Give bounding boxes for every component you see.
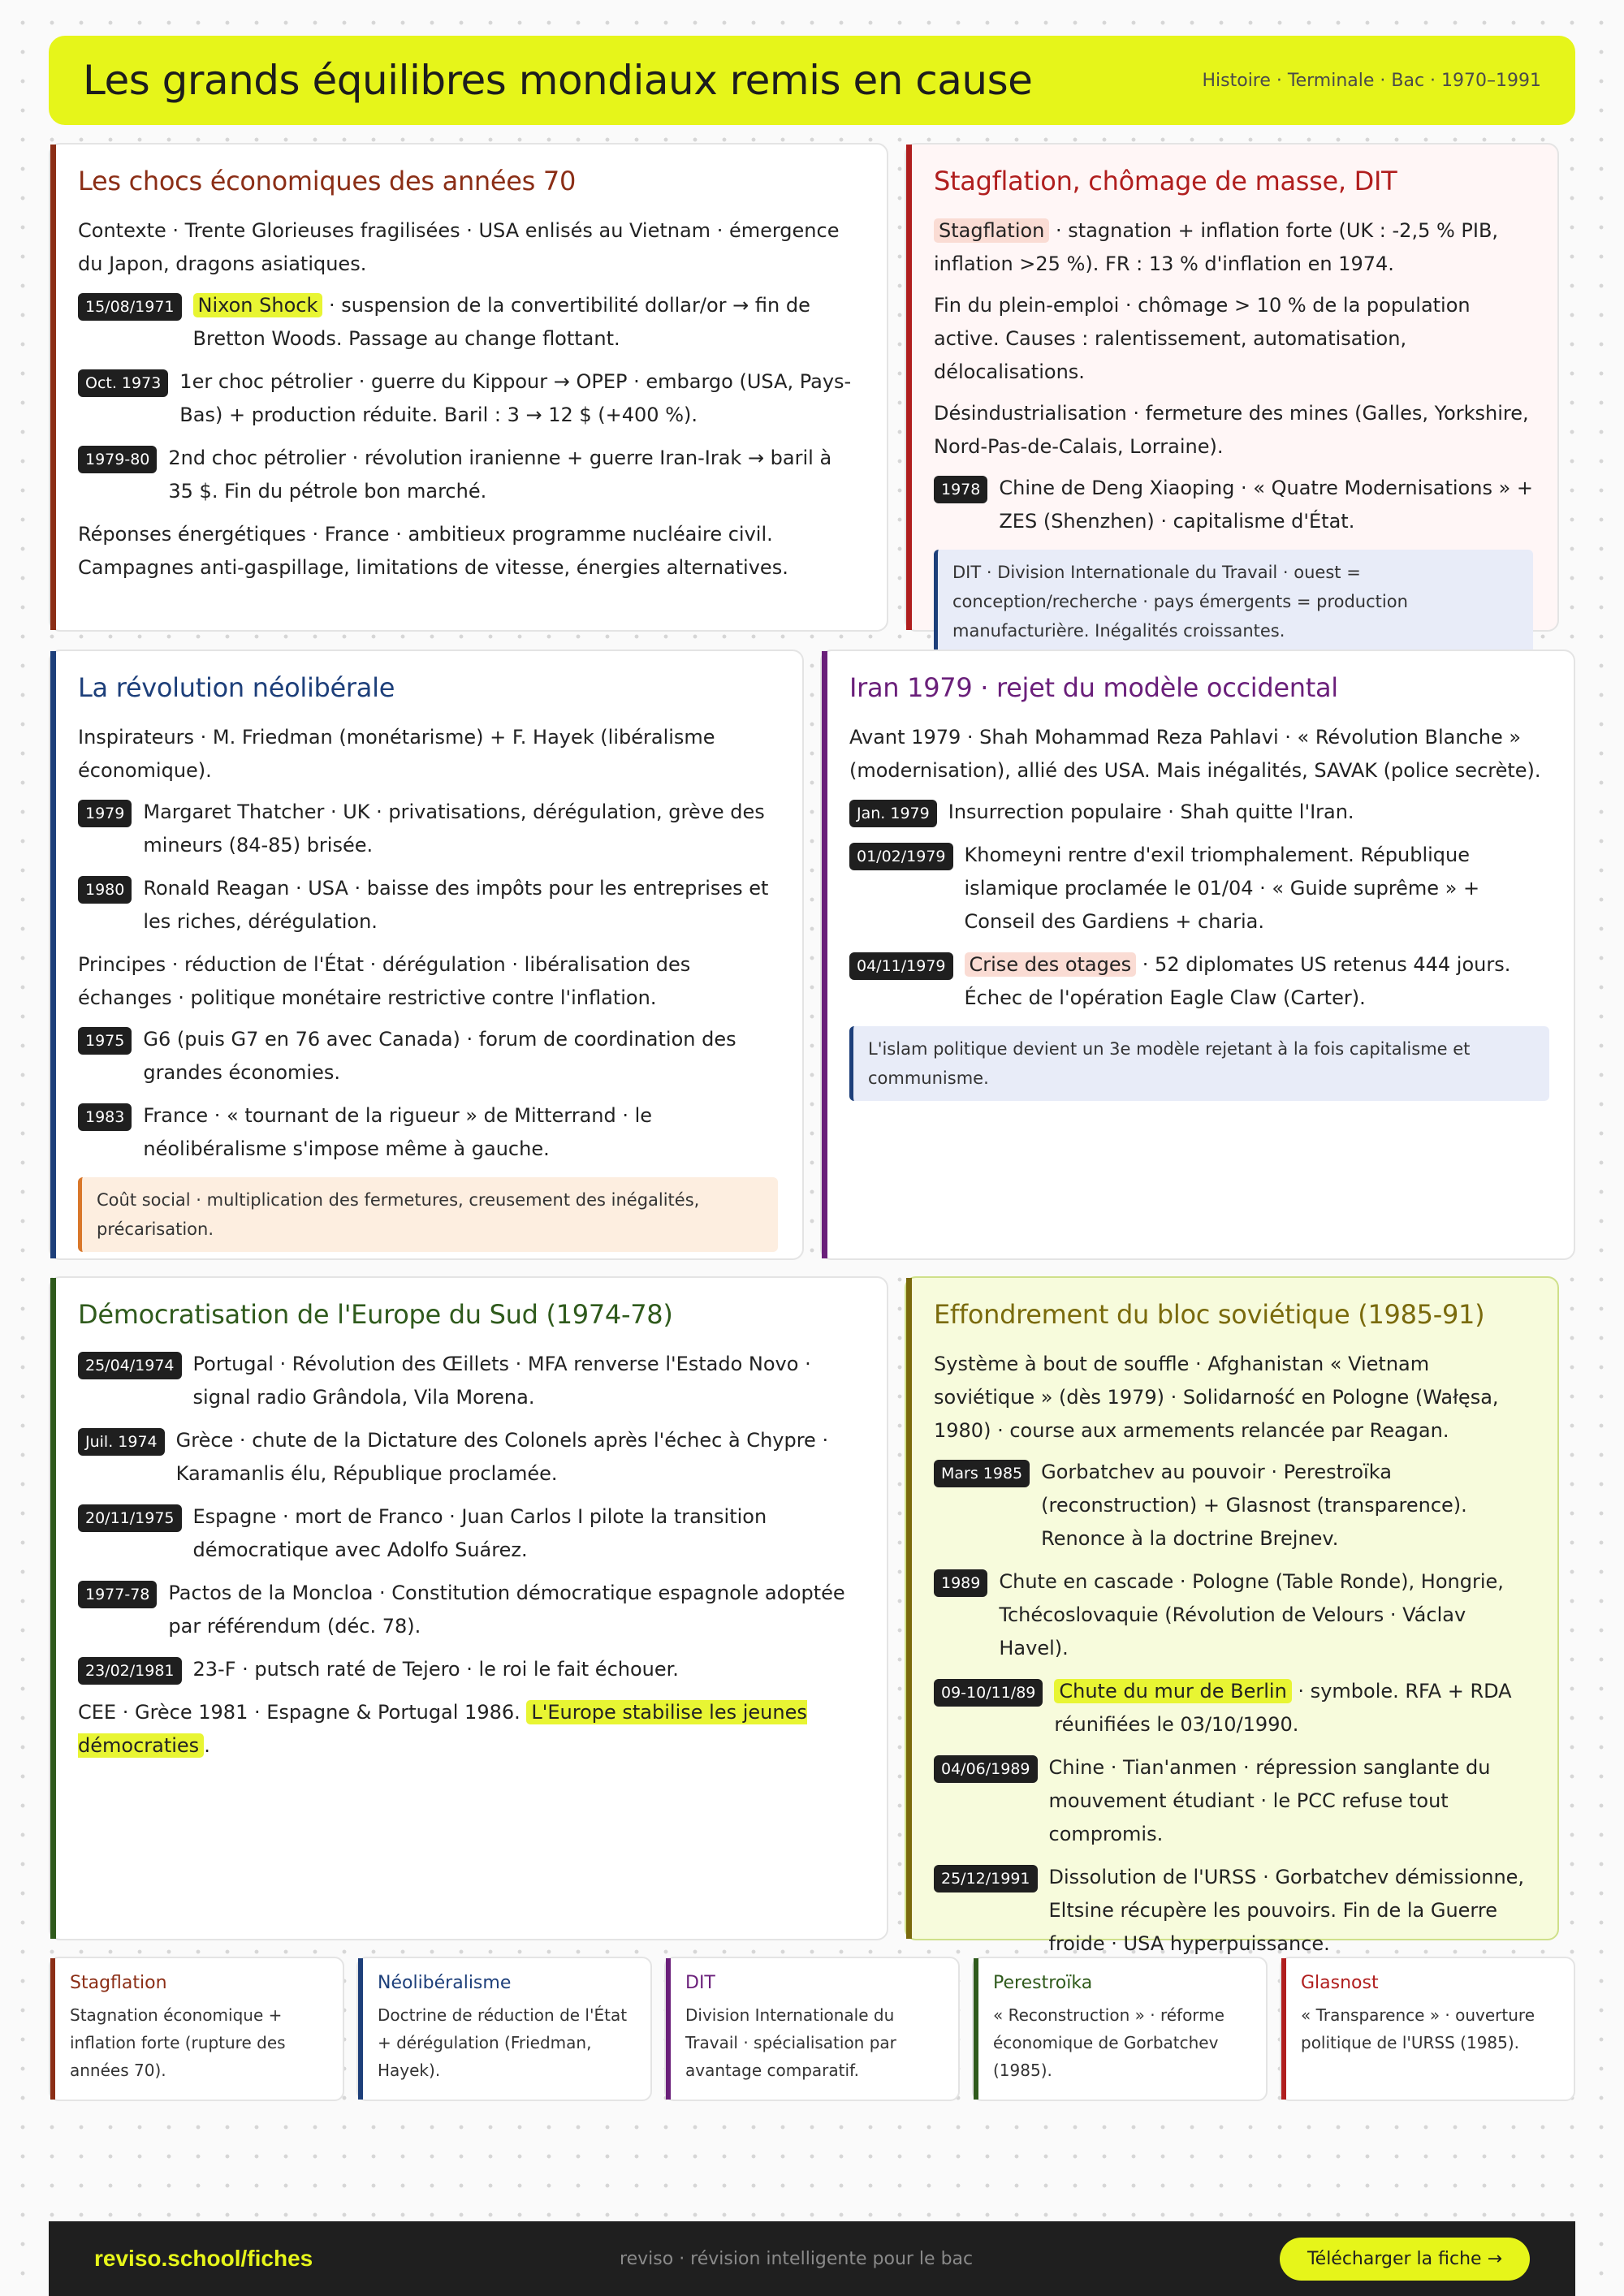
event-text: 1er choc pétrolier · guerre du Kippour → OPEP · embargo (USA, Pays-Bas) + production réduite. Baril : 3 → 12 $ (+400 %). bbox=[179, 370, 852, 426]
glossary-definition: Doctrine de réduction de l'État + dérégulation (Friedman, Hayek). bbox=[378, 2005, 628, 2080]
event-text: Nixon Shock · suspension de la convertibilité dollar/or → fin de Bretton Woods. Passage au change flottant. bbox=[192, 294, 810, 350]
event-text: Gorbatchev au pouvoir · Perestroïka (reconstruction) + Glasnost (transparence). Renonce à la doctrine Brejnev. bbox=[1041, 1461, 1467, 1550]
glossary-term: Stagflation bbox=[70, 1973, 167, 1993]
desindus-text: Désindustrialisation · fermeture des mines (Galles, Yorkshire, Nord-Pas-de-Calais, Lorraine). bbox=[934, 402, 1529, 458]
intro-text: Avant 1979 · Shah Mohammad Reza Pahlavi · « Révolution Blanche » (modernisation), allié des USA. Mais inégalités, SAVAK (police secrète). bbox=[849, 726, 1541, 782]
card-title: La révolution néolibérale bbox=[78, 672, 395, 703]
highlight: L'Europe stabilise les jeunes démocraties bbox=[78, 1701, 807, 1757]
intro-text: Système à bout de souffle · Afghanistan « Vietnam soviétique » (dès 1979) · Solidarność en Pologne (Wałęsa, 1980) · course aux armements relancée par Reagan. bbox=[934, 1353, 1499, 1442]
highlight: Stagflation bbox=[934, 218, 1049, 243]
date-badge: 1978 bbox=[934, 476, 987, 503]
timeline bbox=[78, 796, 778, 939]
glossary-term: Glasnost bbox=[1301, 1973, 1379, 1993]
timeline-row bbox=[78, 1023, 778, 1090]
timeline-row bbox=[78, 1348, 862, 1414]
glossary-term: Néolibéralisme bbox=[378, 1973, 512, 1993]
site-link[interactable]: reviso.school/fiches bbox=[94, 2246, 313, 2271]
timeline bbox=[934, 1456, 1533, 1961]
card-stagflation bbox=[905, 143, 1559, 641]
event-text: Chine · Tian'anmen · répression sanglante du mouvement étudiant · le PCC refuse tout compromis. bbox=[1048, 1756, 1491, 1845]
timeline-row bbox=[934, 472, 1533, 538]
principes-text: Principes · réduction de l'État · dérégulation · libéralisation des échanges · politique monétaire restrictive contre l'inflation. bbox=[78, 953, 691, 1009]
date-badge: Mars 1985 bbox=[934, 1460, 1030, 1487]
date-badge: Jan. 1979 bbox=[849, 800, 937, 827]
glossary-card bbox=[1280, 1957, 1575, 2101]
event-text: Pactos de la Moncloa · Constitution démocratique espagnole adoptée par référendum (déc. 78). bbox=[168, 1582, 845, 1638]
glossary-term: DIT bbox=[685, 1973, 715, 1993]
glossary-definition: « Reconstruction » · réforme économique de Gorbatchev (1985). bbox=[993, 2005, 1224, 2080]
glossary-card bbox=[49, 1957, 344, 2101]
event-text: Insurrection populaire · Shah quitte l'Iran. bbox=[948, 801, 1354, 823]
date-badge: 1979 bbox=[78, 800, 132, 827]
event-text: 2nd choc pétrolier · révolution iranienne + guerre Iran-Irak → baril à 35 $. Fin du pétrole bon marché. bbox=[168, 447, 832, 503]
date-badge: 04/06/1989 bbox=[934, 1755, 1038, 1783]
card-title: Iran 1979 · rejet du modèle occidental bbox=[849, 672, 1338, 703]
event-text: Khomeyni rentre d'exil triomphalement. République islamique proclamée le 01/04 · « Guide suprême » + Conseil des Gardiens + charia. bbox=[964, 844, 1480, 933]
date-badge: Oct. 1973 bbox=[78, 369, 168, 397]
breadcrumb: Histoire · Terminale · Bac · 1970–1991 bbox=[1202, 70, 1541, 91]
timeline bbox=[78, 289, 862, 508]
card-title: Stagflation, chômage de masse, DIT bbox=[934, 166, 1397, 196]
page-header bbox=[49, 36, 1575, 125]
timeline bbox=[78, 1348, 862, 1686]
date-badge: 20/11/1975 bbox=[78, 1504, 182, 1532]
timeline-row bbox=[849, 796, 1549, 829]
card-chocs bbox=[49, 143, 888, 632]
date-badge: 1979-80 bbox=[78, 446, 157, 473]
glossary-card bbox=[664, 1957, 960, 2101]
event-text: Ronald Reagan · USA · baisse des impôts pour les entreprises et les riches, dérégulation. bbox=[143, 877, 769, 933]
card-neoliberalisme bbox=[49, 650, 804, 1260]
glossary-card bbox=[356, 1957, 652, 2101]
event-text: Portugal · Révolution des Œillets · MFA renverse l'Estado Novo · signal radio Grândola, Vila Morena. bbox=[192, 1353, 811, 1409]
highlight: Chute du mur de Berlin bbox=[1054, 1679, 1291, 1703]
card-title: Effondrement du bloc soviétique (1985-91) bbox=[934, 1299, 1485, 1330]
date-badge: 1989 bbox=[934, 1569, 987, 1597]
glossary-card bbox=[972, 1957, 1268, 2101]
card-urss bbox=[905, 1276, 1559, 1955]
card-europe-sud bbox=[49, 1276, 888, 1940]
event-text: 23-F · putsch raté de Tejero · le roi le fait échouer. bbox=[192, 1658, 679, 1681]
date-badge: 23/02/1981 bbox=[78, 1657, 182, 1685]
timeline-row bbox=[78, 1577, 862, 1643]
stagflation-text: Stagflation · stagnation + inflation forte (UK : -2,5 % PIB, inflation >25 %). FR : 13 % d'inflation en 1974. bbox=[934, 219, 1499, 275]
card-title: Démocratisation de l'Europe du Sud (1974-78) bbox=[78, 1299, 673, 1330]
timeline-row bbox=[78, 1500, 862, 1567]
highlight: Crise des otages bbox=[965, 952, 1137, 977]
page-title: Les grands équilibres mondiaux remis en cause bbox=[83, 57, 1033, 104]
timeline-row bbox=[78, 289, 862, 356]
date-badge: 04/11/1979 bbox=[849, 952, 953, 980]
timeline bbox=[78, 1023, 778, 1166]
date-badge: 25/04/1974 bbox=[78, 1352, 182, 1379]
event-text: Crise des otages · 52 diplomates US retenus 444 jours. Échec de l'opération Eagle Claw (Carter). bbox=[964, 953, 1511, 1009]
footer bbox=[49, 2221, 1575, 2296]
chomage-text: Fin du plein-emploi · chômage > 10 % de la population active. Causes : ralentissement, automatisation, délocalisations. bbox=[934, 294, 1471, 383]
date-badge: 15/08/1971 bbox=[78, 293, 182, 321]
date-badge: 1977-78 bbox=[78, 1581, 157, 1608]
download-button[interactable]: Télécharger la fiche → bbox=[1280, 2238, 1530, 2281]
timeline-row bbox=[78, 365, 862, 432]
date-badge: 1975 bbox=[78, 1027, 132, 1055]
timeline-row bbox=[849, 839, 1549, 939]
event-text: France · « tournant de la rigueur » de Mitterrand · le néolibéralisme s'impose même à gauche. bbox=[143, 1104, 653, 1160]
timeline-row bbox=[78, 1099, 778, 1166]
glossary-definition: Stagnation économique + inflation forte (rupture des années 70). bbox=[70, 2005, 286, 2080]
event-text: Dissolution de l'URSS · Gorbatchev démissionne, Eltsine récupère les pouvoirs. Fin de la Guerre froide · USA hyperpuissance. bbox=[1048, 1866, 1525, 1955]
timeline bbox=[849, 796, 1549, 1015]
card-title: Les chocs économiques des années 70 bbox=[78, 166, 577, 196]
date-badge: 01/02/1979 bbox=[849, 843, 953, 870]
event-text: Margaret Thatcher · UK · privatisations, dérégulation, grève des mineurs (84-85) brisée. bbox=[143, 801, 765, 857]
glossary-term: Perestroïka bbox=[993, 1973, 1093, 1993]
callout: L'islam politique devient un 3e modèle rejetant à la fois capitalisme et communisme. bbox=[849, 1026, 1549, 1101]
timeline-row bbox=[934, 1456, 1533, 1556]
timeline-row bbox=[849, 948, 1549, 1015]
timeline-row bbox=[934, 1751, 1533, 1851]
callout: Coût social · multiplication des fermetures, creusement des inégalités, précarisation. bbox=[78, 1177, 778, 1252]
event-text: G6 (puis G7 en 76 avec Canada) · forum de coordination des grandes économies. bbox=[143, 1028, 736, 1084]
glossary-definition: « Transparence » · ouverture politique de l'URSS (1985). bbox=[1301, 2005, 1535, 2052]
date-badge: 09-10/11/89 bbox=[934, 1679, 1043, 1707]
timeline-row bbox=[78, 1424, 862, 1491]
event-text: Espagne · mort de Franco · Juan Carlos I pilote la transition démocratique avec Adolfo Suárez. bbox=[192, 1505, 767, 1561]
timeline-row bbox=[934, 1565, 1533, 1665]
timeline-row bbox=[78, 442, 862, 508]
date-badge: 1983 bbox=[78, 1103, 132, 1131]
card-iran bbox=[820, 650, 1575, 1260]
date-badge: 25/12/1991 bbox=[934, 1865, 1038, 1892]
tagline: reviso · révision intelligente pour le bac bbox=[620, 2248, 974, 2269]
date-badge: Juil. 1974 bbox=[78, 1428, 165, 1456]
glossary-definition: Division Internationale du Travail · spécialisation par avantage comparatif. bbox=[685, 2005, 896, 2080]
highlight: Nixon Shock bbox=[193, 293, 323, 317]
timeline-row bbox=[934, 1861, 1533, 1961]
outro-text: CEE · Grèce 1981 · Espagne & Portugal 1986. L'Europe stabilise les jeunes démocraties . bbox=[78, 1701, 807, 1757]
event-text: Chute en cascade · Pologne (Table Ronde), Hongrie, Tchécoslovaquie (Révolution de Velours · Václav Havel). bbox=[999, 1570, 1504, 1659]
event-text: Grèce · chute de la Dictature des Colonels après l'échec à Chypre · Karamanlis élu, République proclamée. bbox=[175, 1429, 829, 1485]
timeline-row bbox=[78, 872, 778, 939]
timeline-row bbox=[78, 796, 778, 862]
date-badge: 1980 bbox=[78, 876, 132, 904]
intro-text: Inspirateurs · M. Friedman (monétarisme) + F. Hayek (libéralisme économique). bbox=[78, 726, 715, 782]
timeline-row bbox=[78, 1653, 862, 1686]
event-text: Chine de Deng Xiaoping · « Quatre Modernisations » + ZES (Shenzhen) · capitalisme d'État. bbox=[999, 477, 1534, 533]
outro-text: Réponses énergétiques · France · ambitieux programme nucléaire civil. Campagnes anti-gaspillage, limitations de vitesse, énergies alternatives. bbox=[78, 523, 788, 579]
timeline bbox=[934, 472, 1533, 538]
event-text: Chute du mur de Berlin · symbole. RFA + RDA réunifiées le 03/10/1990. bbox=[1054, 1680, 1512, 1736]
timeline-row bbox=[934, 1675, 1533, 1741]
callout: DIT · Division Internationale du Travail · ouest = conception/recherche · pays émergents = production manufacturière. Inégalités croissantes. bbox=[934, 550, 1533, 654]
intro-text: Contexte · Trente Glorieuses fragilisées · USA enlisés au Vietnam · émergence du Japon, dragons asiatiques. bbox=[78, 219, 840, 275]
